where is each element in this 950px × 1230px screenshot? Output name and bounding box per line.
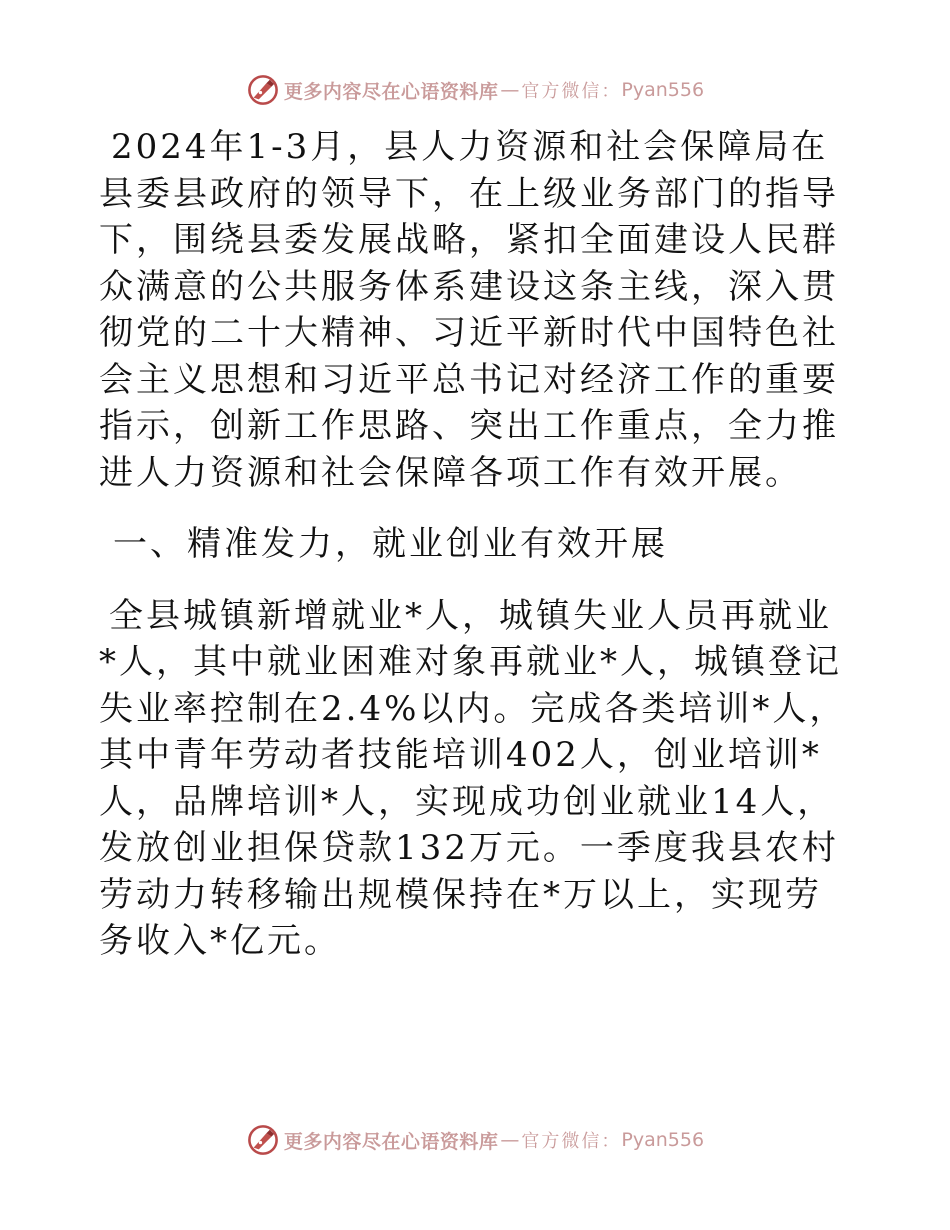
- watermark-account: Pyan556: [621, 1129, 705, 1151]
- watermark-text: 更多内容尽在心语资料库: [283, 80, 499, 103]
- pen-nib-circle-icon: [246, 1123, 280, 1157]
- footer-watermark: [0, 1120, 950, 1160]
- watermark-wechat-label: 官方微信：: [521, 81, 622, 102]
- section-paragraph: 全县城镇新增就业*人，城镇失业人员再就业*人，其中就业困难对象再就业*人，城镇登记失业率控制在2.4%以内。完成各类培训*人，其中青年劳动者技能培训402人，创业培训*人，品牌培训*人，实现成功创业就业14人，发放创业担保贷款132万元。一季度我县农村劳动力转移输出规模保持在*万以上，实现劳务收入*亿元。: [99, 595, 847, 961]
- section-heading: 一、精准发力，就业创业有效开展: [113, 524, 668, 564]
- header-watermark: [0, 70, 950, 110]
- pen-nib-circle-icon: [246, 73, 280, 107]
- watermark-wechat-label: 官方微信：: [521, 1131, 622, 1152]
- watermark-separator: —: [500, 1129, 520, 1151]
- watermark-text: 更多内容尽在心语资料库: [283, 1130, 499, 1153]
- watermark-separator: —: [500, 79, 520, 101]
- intro-paragraph: 2024年1-3月，县人力资源和社会保障局在县委县政府的领导下，在上级业务部门的指导下，围绕县委发展战略，紧扣全面建设人民群众满意的公共服务体系建设这条主线，深入贯彻党的二十大精神、习近平新时代中国特色社会主义思想和习近平总书记对经济工作的重要指示，创新工作思路、突出工作重点，全力推进人力资源和社会保障各项工作有效开展。: [99, 127, 839, 493]
- watermark-account: Pyan556: [621, 79, 705, 101]
- document-body: [99, 124, 851, 965]
